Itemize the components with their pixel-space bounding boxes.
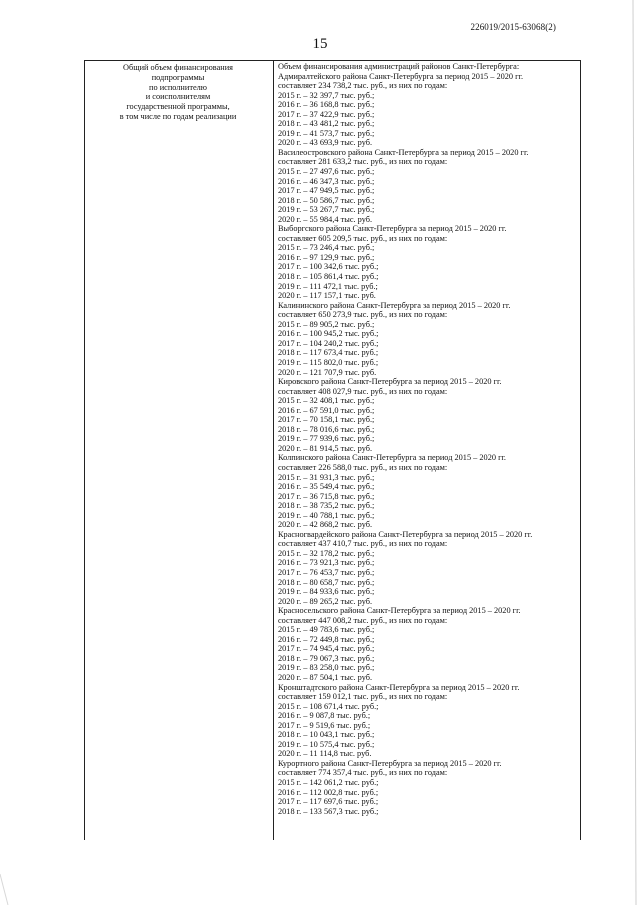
right-cell-line: 2016 г. – 35 549,4 тыс. руб.; bbox=[278, 482, 375, 492]
right-cell-line: 2015 г. – 142 061,2 тыс. руб.; bbox=[278, 778, 379, 788]
right-cell-line: составляет 159 012,1 тыс. руб., из них по годам: bbox=[278, 692, 448, 702]
right-cell-line: 2016 г. – 72 449,8 тыс. руб.; bbox=[278, 634, 375, 644]
right-cell-line: Колпинского района Санкт-Петербурга за период 2015 – 2020 гг. bbox=[278, 453, 507, 463]
page-number: 15 bbox=[312, 36, 328, 52]
right-cell-line: 2017 г. – 117 697,6 тыс. руб.; bbox=[278, 797, 379, 807]
right-cell-line: 2018 г. – 133 567,3 тыс. руб.; bbox=[278, 806, 379, 816]
left-cell-line: в том числе по годам реализации bbox=[119, 111, 237, 121]
right-cell-line: Кронштадтского района Санкт-Петербурга за период 2015 – 2020 гг. bbox=[278, 682, 520, 692]
right-cell-line: 2018 г. – 50 586,7 тыс. руб.; bbox=[278, 195, 375, 205]
right-cell-line: 2019 г. – 111 472,1 тыс. руб.; bbox=[278, 281, 378, 291]
right-cell-line: 2017 г. – 36 715,8 тыс. руб.; bbox=[278, 491, 375, 501]
right-cell-line: 2016 г. – 97 129,9 тыс. руб.; bbox=[278, 252, 375, 262]
right-cell-line: 2020 г. – 55 984,4 тыс. руб. bbox=[278, 214, 373, 224]
right-cell-line: 2020 г. – 117 157,1 тыс. руб. bbox=[278, 291, 376, 301]
right-cell-line: 2017 г. – 47 949,5 тыс. руб.; bbox=[278, 186, 375, 196]
right-cell-line: Курортного района Санкт-Петербурга за период 2015 – 2020 гг. bbox=[278, 758, 502, 768]
right-cell-line: 2019 г. – 53 267,7 тыс. руб.; bbox=[278, 205, 375, 215]
right-cell-line: 2017 г. – 76 453,7 тыс. руб.; bbox=[278, 567, 375, 577]
table-column-divider bbox=[273, 60, 274, 840]
right-cell-line: 2019 г. – 77 939,6 тыс. руб.; bbox=[278, 434, 375, 444]
right-cell-line: Василеостровского района Санкт-Петербурга за период 2015 – 2020 гг. bbox=[278, 147, 529, 157]
right-cell-line: 2019 г. – 40 788,1 тыс. руб.; bbox=[278, 510, 375, 520]
right-cell-line: Кировского района Санкт-Петербурга за период 2015 – 2020 гг. bbox=[278, 377, 502, 387]
right-cell-line: 2019 г. – 41 573,7 тыс. руб.; bbox=[278, 128, 375, 138]
right-cell-line: Красногвардейского района Санкт-Петербурга за период 2015 – 2020 гг. bbox=[278, 529, 533, 539]
right-cell-line: 2015 г. – 32 408,1 тыс. руб.; bbox=[278, 396, 375, 406]
right-cell-line: 2019 г. – 84 933,6 тыс. руб.; bbox=[278, 587, 375, 597]
right-cell-line: 2018 г. – 38 735,2 тыс. руб.; bbox=[278, 501, 375, 511]
right-cell-line: Выборгского района Санкт-Петербурга за период 2015 – 2020 гг. bbox=[278, 224, 507, 234]
right-cell-line: составляет 226 588,0 тыс. руб., из них по годам: bbox=[278, 462, 448, 472]
right-cell-line: 2019 г. – 10 575,4 тыс. руб.; bbox=[278, 739, 375, 749]
right-cell-line: 2015 г. – 32 397,7 тыс. руб.; bbox=[278, 90, 375, 100]
right-cell-line: 2020 г. – 11 114,8 тыс. руб. bbox=[278, 749, 372, 759]
right-cell-line: 2018 г. – 105 861,4 тыс. руб.; bbox=[278, 272, 379, 282]
right-cell-line: 2020 г. – 89 265,2 тыс. руб. bbox=[278, 596, 373, 606]
right-cell-line: 2018 г. – 10 043,1 тыс. руб.; bbox=[278, 730, 375, 740]
right-cell-line: 2017 г. – 104 240,2 тыс. руб.; bbox=[278, 338, 379, 348]
financing-label-cell bbox=[90, 63, 266, 122]
right-cell-line: 2016 г. – 112 002,8 тыс. руб.; bbox=[278, 787, 379, 797]
right-cell-line: 2015 г. – 31 931,3 тыс. руб.; bbox=[278, 472, 375, 482]
right-cell-line: Объем финансирования администраций районов Санкт-Петербурга: bbox=[278, 62, 520, 71]
document-id: 226019/2015-63068(2) bbox=[470, 22, 556, 32]
right-cell-line: 2020 г. – 121 707,9 тыс. руб. bbox=[278, 367, 377, 377]
right-cell-line: 2018 г. – 43 481,2 тыс. руб.; bbox=[278, 119, 375, 129]
right-cell-line: 2017 г. – 70 158,1 тыс. руб.; bbox=[278, 415, 375, 425]
right-cell-line: 2019 г. – 115 802,0 тыс. руб.; bbox=[278, 357, 379, 367]
right-cell-line: 2015 г. – 108 671,4 тыс. руб.; bbox=[278, 701, 379, 711]
table-border-top bbox=[84, 60, 581, 61]
right-cell-line: 2020 г. – 87 504,1 тыс. руб. bbox=[278, 673, 373, 682]
left-cell-line: Общий объем финансирования bbox=[122, 63, 233, 72]
right-cell-line: 2018 г. – 80 658,7 тыс. руб.; bbox=[278, 577, 375, 587]
right-cell-line: 2018 г. – 117 673,4 тыс. руб.; bbox=[278, 348, 379, 358]
right-cell-line: 2016 г. – 9 087,8 тыс. руб.; bbox=[278, 711, 371, 721]
right-cell-line: 2020 г. – 81 914,5 тыс. руб. bbox=[278, 443, 373, 453]
right-cell-line: 2016 г. – 67 591,0 тыс. руб.; bbox=[278, 405, 375, 415]
right-cell-line: Калининского района Санкт-Петербурга за период 2015 – 2020 гг. bbox=[278, 300, 511, 310]
right-cell-line: 2016 г. – 46 347,3 тыс. руб.; bbox=[278, 176, 375, 186]
right-cell-line: составляет 408 027,9 тыс. руб., из них по годам: bbox=[278, 386, 448, 396]
right-cell-line: 2018 г. – 79 067,3 тыс. руб.; bbox=[278, 653, 375, 663]
right-cell-line: 2016 г. – 73 921,3 тыс. руб.; bbox=[278, 558, 375, 568]
right-cell-line: Красносельского района Санкт-Петербурга за период 2015 – 2020 гг. bbox=[278, 606, 521, 616]
right-cell-line: составляет 447 008,2 тыс. руб., из них по годам: bbox=[278, 615, 448, 625]
left-cell-line: и соисполнителям bbox=[145, 92, 211, 102]
right-cell-line: 2016 г. – 36 168,8 тыс. руб.; bbox=[278, 100, 375, 110]
right-cell-line: 2017 г. – 100 342,6 тыс. руб.; bbox=[278, 262, 379, 272]
right-cell-line: 2016 г. – 100 945,2 тыс. руб.; bbox=[278, 329, 379, 339]
table-border-right bbox=[580, 60, 581, 840]
right-cell-line: 2018 г. – 78 016,6 тыс. руб.; bbox=[278, 424, 375, 434]
right-cell-line: 2017 г. – 74 945,4 тыс. руб.; bbox=[278, 644, 375, 654]
right-cell-line: 2017 г. – 37 422,9 тыс. руб.; bbox=[278, 109, 375, 119]
right-cell-line: Адмиралтейского района Санкт-Петербурга за период 2015 – 2020 гг. bbox=[278, 71, 524, 81]
right-cell-line: составляет 605 209,5 тыс. руб., из них по годам: bbox=[278, 233, 448, 243]
right-cell-line: 2015 г. – 49 783,6 тыс. руб.; bbox=[278, 625, 375, 635]
right-cell-line: составляет 774 357,4 тыс. руб., из них по годам: bbox=[278, 768, 448, 778]
right-cell-line: 2015 г. – 73 246,4 тыс. руб.; bbox=[278, 243, 375, 253]
right-cell-line: 2015 г. – 89 905,2 тыс. руб.; bbox=[278, 319, 375, 329]
left-cell-line: государственной программы, bbox=[126, 102, 230, 112]
right-cell-line: составляет 234 738,2 тыс. руб., из них по годам: bbox=[278, 81, 448, 91]
right-cell-line: 2020 г. – 43 693,9 тыс. руб. bbox=[278, 138, 373, 148]
right-cell-line: 2020 г. – 42 868,2 тыс. руб. bbox=[278, 520, 373, 530]
left-cell-line: по исполнителю bbox=[149, 82, 207, 92]
right-cell-line: 2015 г. – 32 178,2 тыс. руб.; bbox=[278, 548, 375, 558]
right-cell-line: составляет 437 410,7 тыс. руб., из них по годам: bbox=[278, 539, 448, 549]
financing-details-cell bbox=[278, 62, 578, 816]
left-cell-line: подпрограммы bbox=[151, 72, 205, 82]
right-cell-line: 2019 г. – 83 258,0 тыс. руб.; bbox=[278, 663, 375, 673]
right-cell-line: составляет 281 633,2 тыс. руб., из них по годам: bbox=[278, 157, 448, 167]
right-cell-line: составляет 650 273,9 тыс. руб., из них по годам: bbox=[278, 310, 448, 320]
right-cell-line: 2017 г. – 9 519,6 тыс. руб.; bbox=[278, 720, 371, 730]
right-cell-line: 2015 г. – 27 497,6 тыс. руб.; bbox=[278, 167, 375, 177]
table-border-left bbox=[84, 60, 85, 840]
